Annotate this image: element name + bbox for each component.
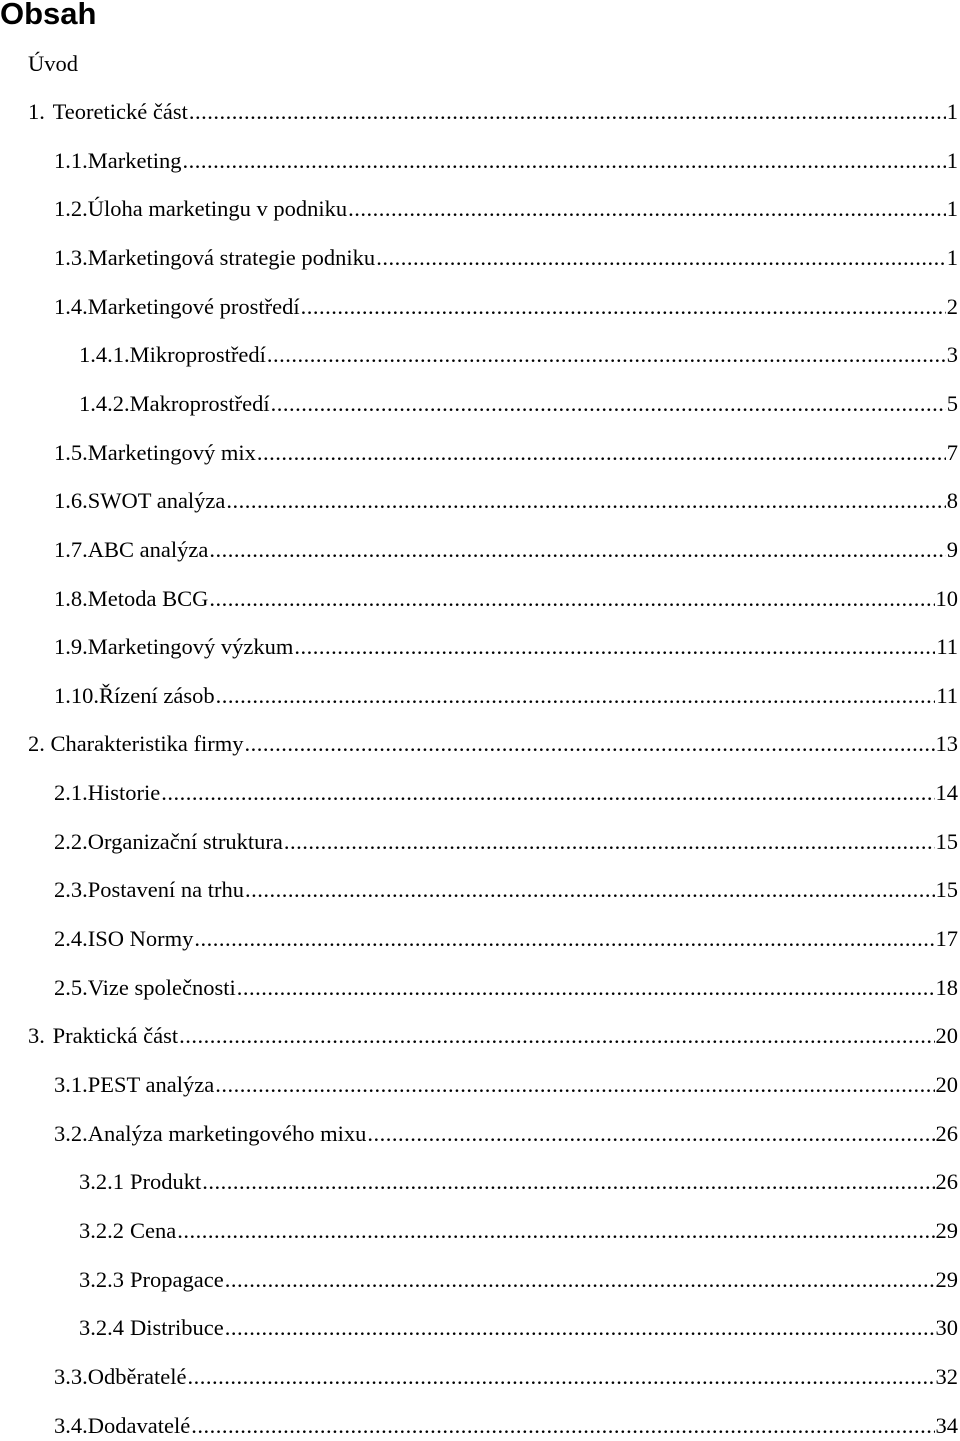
toc-entry-title: Řízení zásob — [99, 682, 215, 708]
toc-entry-page: 1 — [946, 196, 958, 222]
toc-entry-page: 20 — [935, 1023, 958, 1049]
toc-entry[interactable] — [54, 1070, 958, 1100]
toc-entry-page: 11 — [936, 682, 958, 708]
toc-leader-dots — [348, 194, 946, 224]
toc-entry-number: 3.2. — [54, 1120, 88, 1146]
toc-entry[interactable] — [54, 1119, 958, 1149]
toc-entry-number: 2.1. — [54, 780, 88, 806]
toc-entry-number: 3.2.3 — [79, 1266, 124, 1292]
toc-entry-page: 29 — [935, 1217, 958, 1243]
toc-entry-number: 3.2.4 — [79, 1315, 124, 1341]
toc-entry-title: Organizační struktura — [87, 828, 283, 854]
toc-entry-page: 15 — [935, 828, 958, 854]
toc-entry-page: 5 — [946, 390, 958, 416]
toc-entry-title: Postavení na trhu — [87, 877, 244, 903]
toc-leader-dots — [284, 827, 935, 857]
toc-entry[interactable] — [54, 681, 958, 711]
toc-entry-page: 34 — [935, 1412, 958, 1438]
toc-leader-dots — [216, 681, 936, 711]
toc-entry-page: 10 — [935, 585, 958, 611]
toc-entry-page: 20 — [935, 1072, 958, 1097]
toc-entry-page: 18 — [935, 974, 958, 1000]
toc-leader-dots — [182, 146, 945, 176]
toc-entry-title: Metoda BCG — [87, 585, 209, 611]
toc-entry-number: 1.4.1. — [79, 342, 130, 368]
toc-leader-dots — [245, 729, 935, 759]
toc-leader-dots — [215, 1070, 934, 1100]
toc-entry-page: 7 — [946, 439, 958, 465]
toc-entry[interactable] — [54, 778, 958, 808]
toc-leader-dots — [226, 486, 945, 516]
toc-entry[interactable] — [79, 340, 958, 370]
page-title: Obsah — [0, 0, 97, 31]
toc-entry-title: Historie — [87, 780, 161, 806]
toc-leader-dots — [225, 1265, 935, 1295]
toc-entry-number: 3. — [28, 1023, 45, 1049]
toc-entry-title: Mikroprostředí — [129, 342, 266, 368]
toc-entry[interactable] — [54, 243, 958, 273]
toc-entry-title: Praktická část — [52, 1023, 179, 1049]
toc-entry-number: 2.5. — [54, 974, 88, 1000]
toc-entry-page: 26 — [935, 1169, 958, 1195]
toc-entry[interactable] — [54, 632, 958, 662]
toc-entry-title: Propagace — [130, 1266, 224, 1292]
toc-entry-title: Dodavatelé — [87, 1412, 191, 1438]
toc-entry-page: 13 — [935, 731, 958, 757]
toc-entry[interactable] — [54, 973, 958, 1003]
toc-entry-title: Úloha marketingu v podniku — [87, 196, 348, 222]
toc-entry-title: Marketingová strategie podniku — [87, 244, 376, 270]
toc-leader-dots — [237, 973, 935, 1003]
toc-leader-dots — [301, 292, 946, 322]
toc-entry-page: 1 — [946, 99, 958, 124]
toc-entry-number: 1.2. — [54, 196, 88, 222]
toc-entry[interactable] — [54, 292, 958, 322]
toc-entry-number: 3.1. — [54, 1072, 88, 1097]
toc-entry-title: Marketingové prostředí — [87, 293, 300, 319]
toc-entry-title: Marketingový mix — [87, 439, 256, 465]
toc-entry-title: Produkt — [130, 1169, 202, 1195]
toc-leader-dots — [209, 584, 934, 614]
toc-intro[interactable]: Úvod — [28, 51, 78, 76]
toc-entry-number: 2. — [28, 731, 45, 757]
toc-entry[interactable] — [54, 535, 958, 565]
toc-entry-number: 1.1. — [54, 147, 88, 173]
toc-entry-page: 26 — [935, 1120, 958, 1146]
toc-entry-title: Cena — [130, 1217, 177, 1243]
toc-entry[interactable] — [54, 486, 958, 516]
toc-leader-dots — [367, 1119, 934, 1149]
toc-entry-number: 2.3. — [54, 877, 88, 903]
toc-entry-number: 1.10. — [54, 682, 99, 708]
toc-entry-page: 11 — [936, 634, 958, 660]
toc-entry-page: 9 — [946, 536, 958, 562]
toc-entry[interactable] — [54, 924, 958, 954]
toc-entry-title: PEST analýza — [87, 1072, 215, 1097]
toc-leader-dots — [177, 1216, 934, 1246]
toc-entry-title: Vize společnosti — [87, 974, 236, 1000]
toc-entry-page: 29 — [935, 1266, 958, 1292]
toc-entry-number: 1.5. — [54, 439, 88, 465]
toc-leader-dots — [245, 875, 935, 905]
toc-entry-title: Analýza marketingového mixu — [87, 1120, 367, 1146]
toc-entry-number: 3.2.2 — [79, 1217, 124, 1243]
toc-entry[interactable] — [54, 1362, 958, 1392]
toc-entry[interactable] — [79, 1265, 958, 1295]
toc-leader-dots — [161, 778, 934, 808]
toc-leader-dots — [257, 438, 946, 468]
toc-entry[interactable] — [54, 146, 958, 176]
toc-entry-page: 32 — [935, 1363, 958, 1389]
toc-entry-title: Teoretické část — [52, 99, 188, 124]
toc-entry-page: 1 — [946, 147, 958, 173]
toc-entry-title: Makroprostředí — [129, 390, 270, 416]
toc-entry-page: 14 — [935, 780, 958, 806]
toc-entry-number: 2.4. — [54, 926, 88, 952]
toc-entry-number: 1. — [28, 99, 45, 124]
toc-entry[interactable] — [79, 1167, 958, 1197]
toc-entry-page: 30 — [935, 1315, 958, 1341]
toc-leader-dots — [267, 340, 946, 370]
toc-entry-title: Marketing — [87, 147, 182, 173]
toc-entry-title: ABC analýza — [87, 536, 209, 562]
toc-leader-dots — [209, 535, 945, 565]
toc-entry-number: 3.4. — [54, 1412, 88, 1438]
toc-leader-dots — [179, 1021, 934, 1051]
toc-entry[interactable] — [54, 875, 958, 905]
toc-leader-dots — [294, 632, 935, 662]
toc-entry-title: ISO Normy — [87, 926, 194, 952]
toc-leader-dots — [271, 389, 946, 419]
toc-entry-page: 3 — [946, 342, 958, 368]
toc-entry[interactable] — [28, 97, 958, 127]
toc-entry-title: Marketingový výzkum — [87, 634, 294, 660]
toc-entry-title: Charakteristika firmy — [50, 731, 244, 757]
toc-entry-page: 15 — [935, 877, 958, 903]
toc-entry-number: 1.6. — [54, 488, 88, 514]
toc-entry-number: 2.2. — [54, 828, 88, 854]
toc-entry[interactable] — [54, 1411, 958, 1441]
toc-entry[interactable] — [54, 827, 958, 857]
toc-entry[interactable] — [54, 584, 958, 614]
toc-entry-number: 3.2.1 — [79, 1169, 124, 1195]
toc-entry-number: 1.3. — [54, 244, 88, 270]
toc-entry[interactable] — [79, 1313, 958, 1343]
toc-entry-number: 3.3. — [54, 1363, 88, 1389]
toc-leader-dots — [202, 1167, 934, 1197]
toc-entry-page: 1 — [946, 244, 958, 270]
toc-entry[interactable] — [28, 1021, 958, 1051]
toc-entry[interactable] — [79, 389, 958, 419]
toc-leader-dots — [376, 243, 946, 273]
toc-entry-title: SWOT analýza — [87, 488, 226, 514]
toc-entry-page: 17 — [935, 926, 958, 952]
toc-leader-dots — [194, 924, 934, 954]
toc-leader-dots — [225, 1313, 935, 1343]
toc-entry-page: 2 — [946, 293, 958, 319]
toc-entry[interactable] — [54, 438, 958, 468]
toc-entry-number: 1.9. — [54, 634, 88, 660]
toc-entry[interactable] — [79, 1216, 958, 1246]
toc-leader-dots — [189, 97, 946, 127]
toc-entry[interactable] — [28, 729, 958, 759]
toc-entry-title: Distribuce — [130, 1315, 224, 1341]
toc-entry-page: 8 — [946, 488, 958, 514]
toc-entry-number: 1.4. — [54, 293, 88, 319]
toc-entry[interactable] — [54, 194, 958, 224]
toc-entry-title: Odběratelé — [87, 1363, 187, 1389]
toc-entry-number: 1.4.2. — [79, 390, 130, 416]
toc-leader-dots — [191, 1411, 934, 1441]
toc-entry-number: 1.8. — [54, 585, 88, 611]
toc-entry-number: 1.7. — [54, 536, 88, 562]
toc-leader-dots — [187, 1362, 934, 1392]
